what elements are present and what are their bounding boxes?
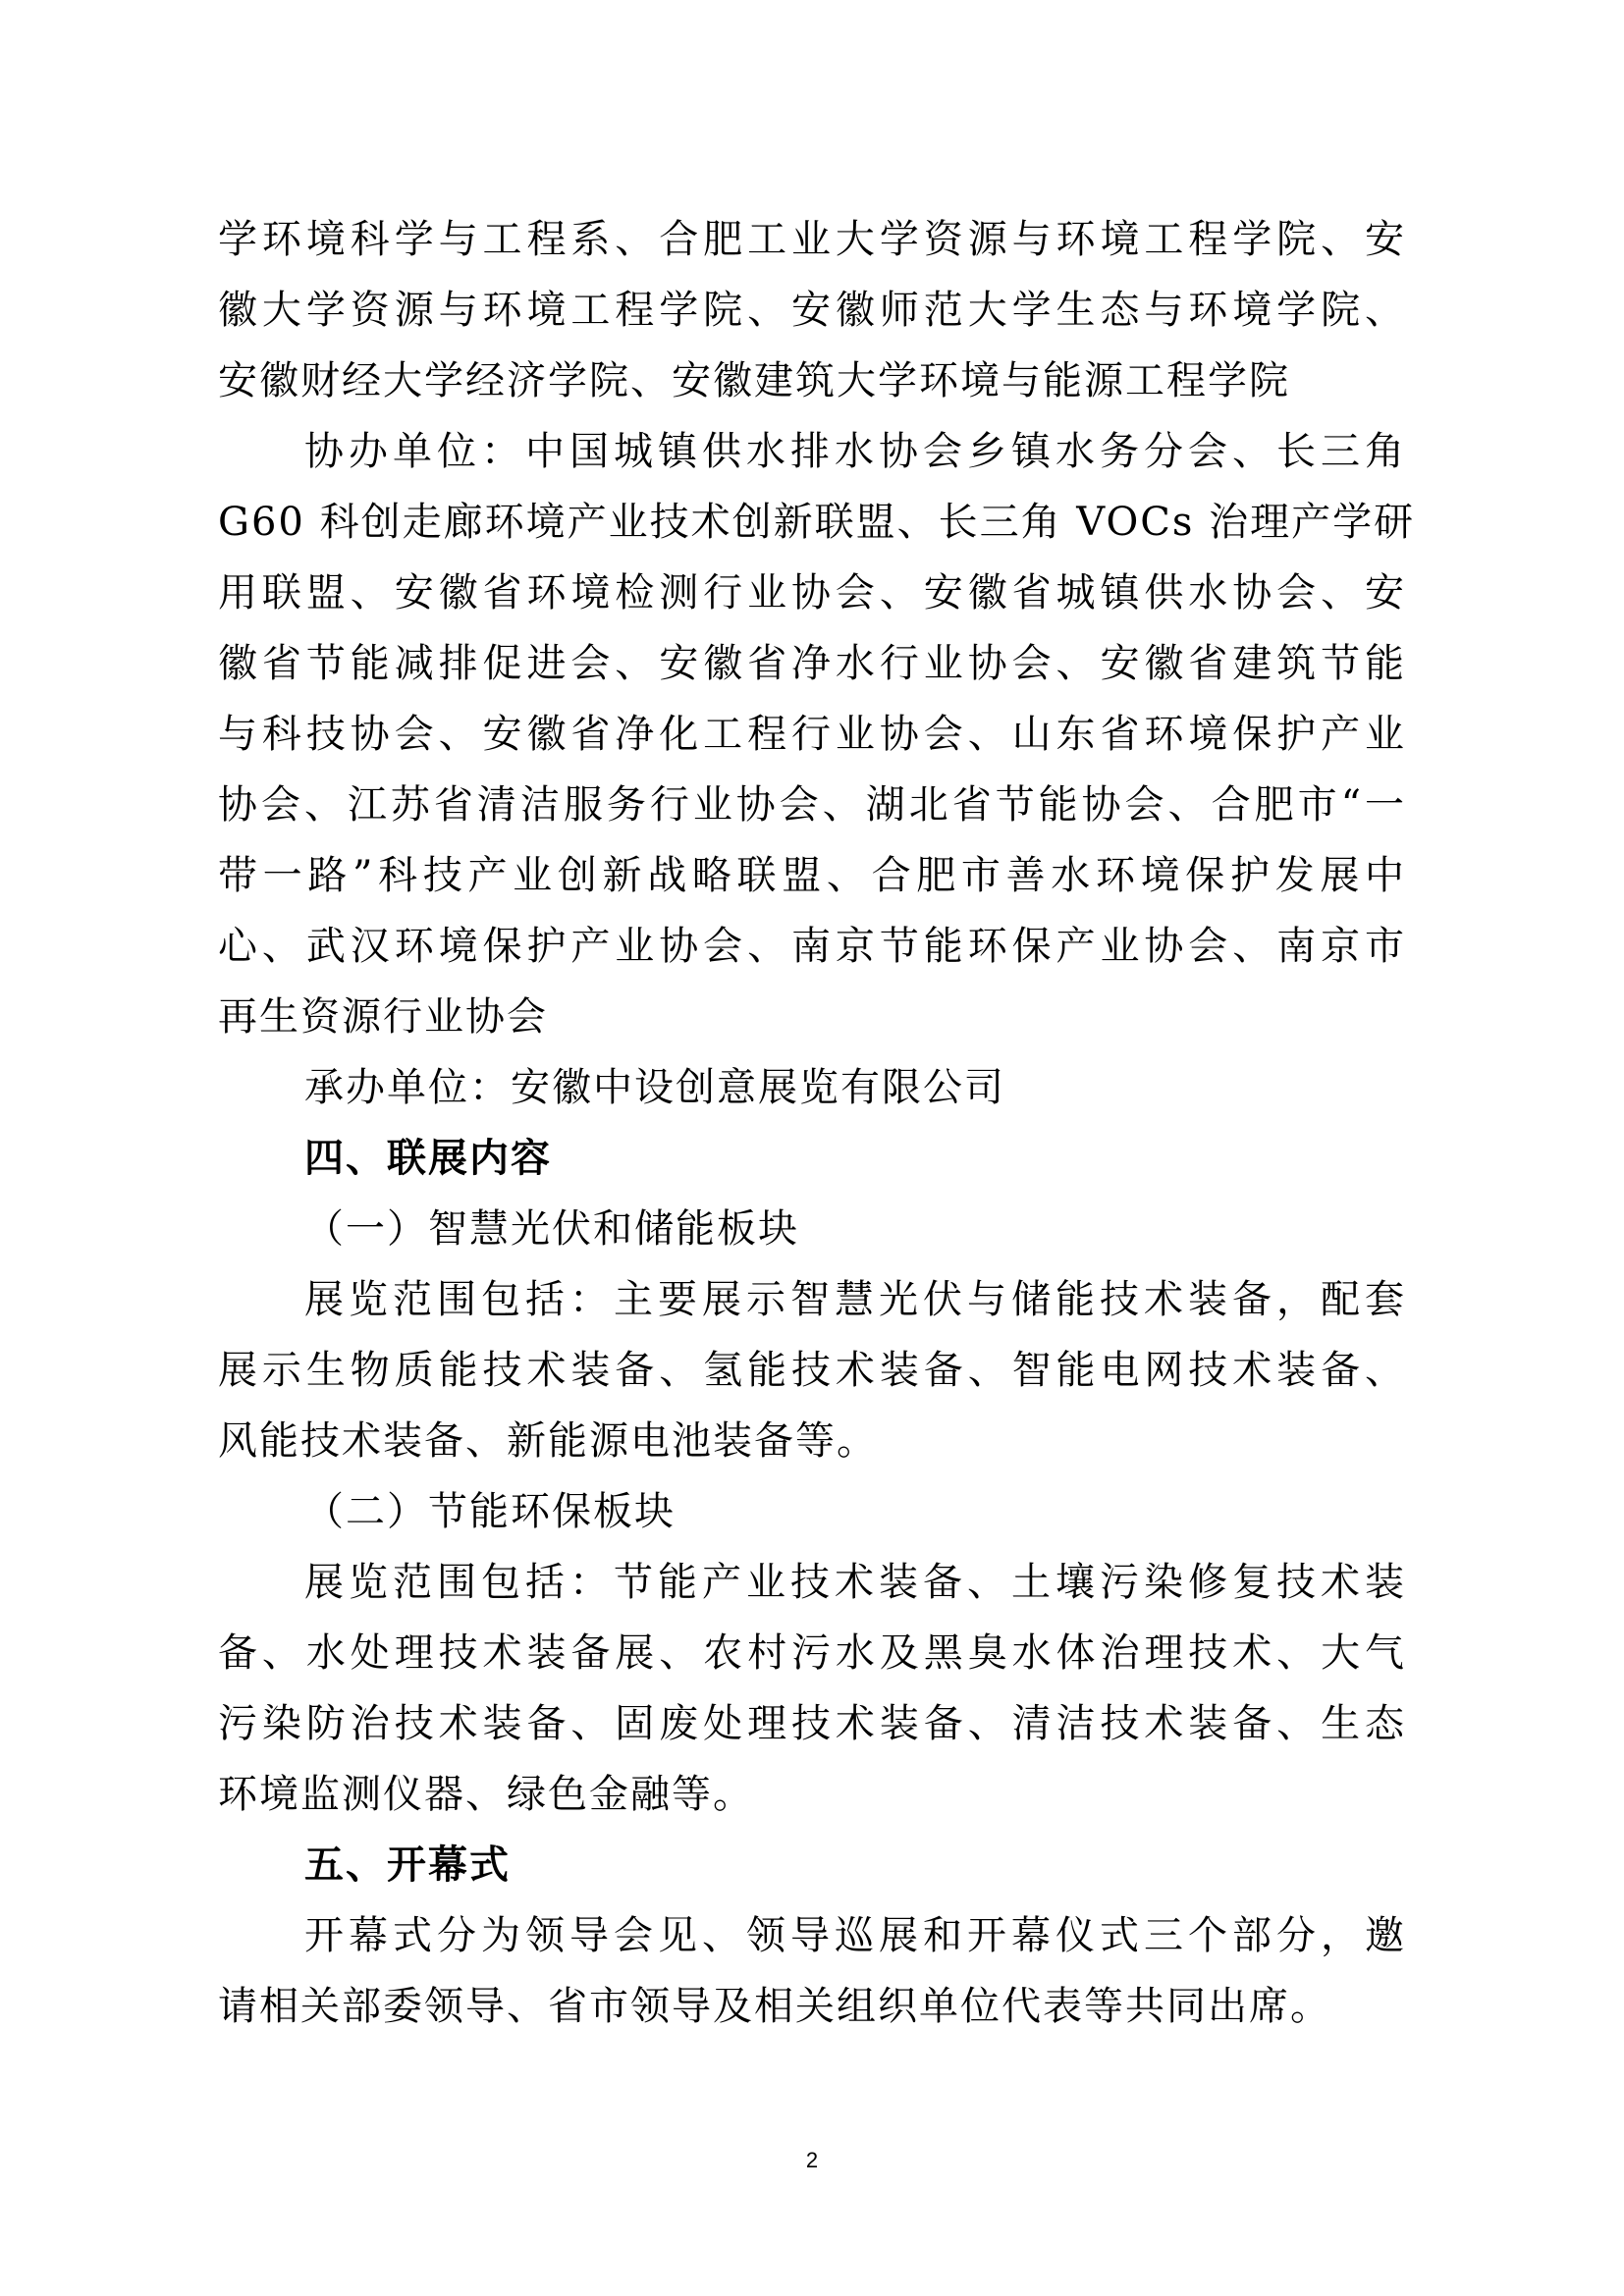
section-5-heading: 五、开幕式 xyxy=(304,1842,511,1888)
co-organizer-line: 协会、江苏省清洁服务行业协会、湖北省节能协会、合肥市“一 xyxy=(218,782,1406,828)
organizer-line: 学环境科学与工程系、合肥工业大学资源与环境工程学院、安 xyxy=(218,217,1406,262)
co-organizer-line: 与科技协会、安徽省净化工程行业协会、山东省环境保护产业 xyxy=(218,712,1406,757)
co-organizer-line: 再生资源行业协会 xyxy=(218,994,548,1040)
subsection-2-line: 污染防治技术装备、固废处理技术装备、清洁技术装备、生态 xyxy=(218,1701,1406,1746)
section-5-line: 开幕式分为领导会见、领导巡展和开幕仪式三个部分，邀 xyxy=(304,1913,1406,1958)
subsection-1-heading: （一）智慧光伏和储能板块 xyxy=(304,1206,799,1252)
subsection-1-line: 展示生物质能技术装备、氢能技术装备、智能电网技术装备、 xyxy=(218,1348,1406,1393)
co-organizer-line: 心、武汉环境保护产业协会、南京节能环保产业协会、南京市 xyxy=(218,924,1406,969)
organizer-line: 徽大学资源与环境工程学院、安徽师范大学生态与环境学院、 xyxy=(218,288,1406,333)
page-number: 2 xyxy=(805,2148,819,2172)
subsection-2-heading: （二）节能环保板块 xyxy=(304,1489,676,1534)
subsection-2-line: 备、水处理技术装备展、农村污水及黑臭水体治理技术、大气 xyxy=(218,1630,1406,1676)
organizer-line: 安徽财经大学经济学院、安徽建筑大学环境与能源工程学院 xyxy=(218,358,1290,403)
subsection-2-line: 环境监测仪器、绿色金融等。 xyxy=(218,1772,754,1817)
co-organizer-line: 协办单位：中国城镇供水排水协会乡镇水务分会、长三角 xyxy=(304,429,1406,474)
section-5-line: 请相关部委领导、省市领导及相关组织单位代表等共同出席。 xyxy=(218,1984,1331,2029)
co-organizer-line: 带一路”科技产业创新战略联盟、合肥市善水环境保护发展中 xyxy=(218,853,1406,898)
subsection-1-line: 展览范围包括：主要展示智慧光伏与储能技术装备，配套 xyxy=(304,1277,1406,1322)
co-organizer-line: 用联盟、安徽省环境检测行业协会、安徽省城镇供水协会、安 xyxy=(218,570,1406,615)
co-organizer-line: G60 科创走廊环境产业技术创新联盟、长三角 VOCs 治理产学研 xyxy=(218,500,1416,545)
subsection-1-line: 风能技术装备、新能源电池装备等。 xyxy=(218,1418,878,1464)
subsection-2-line: 展览范围包括：节能产业技术装备、土壤污染修复技术装 xyxy=(304,1560,1406,1605)
undertaker-line: 承办单位：安徽中设创意展览有限公司 xyxy=(304,1065,1005,1110)
section-4-heading: 四、联展内容 xyxy=(304,1136,552,1181)
co-organizer-line: 徽省节能减排促进会、安徽省净水行业协会、安徽省建筑节能 xyxy=(218,641,1406,686)
